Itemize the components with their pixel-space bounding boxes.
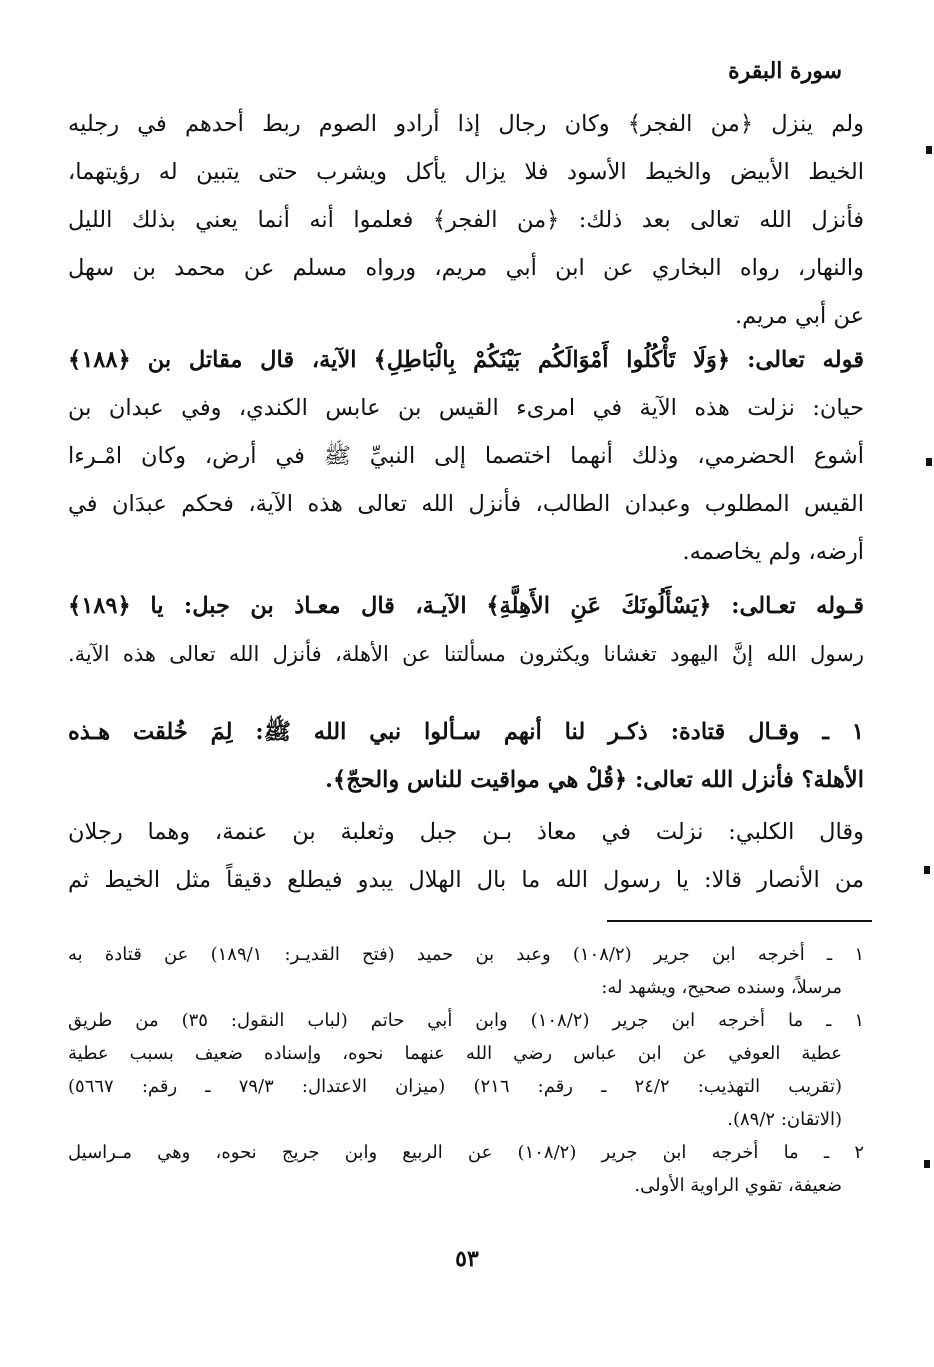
- section-189: [68, 582, 864, 678]
- text-line: عن أبي مريم.: [735, 303, 864, 329]
- text-line: حيان: نزلت هذه الآية في امرىء القيس بن عابس الكندي، وفي عبدان بن: [68, 395, 864, 421]
- verse-rest: الآية، قال مقاتل بن: [147, 347, 357, 373]
- text-line: من الأنصار قالا: يا رسول الله ما بال الهلال يبدو فيطلع دقيقاً مثل الخيط ثم: [68, 867, 864, 893]
- text-line: الأهلة؟ فأنزل الله تعالى: ﴿قُلْ هي مواقيت للناس والحجّ﴾.: [325, 767, 864, 793]
- verse-intro: قـوله تعـالى:: [731, 593, 865, 619]
- footnote-line: ضعيفة، تقوي الراوية الأولى.: [634, 1175, 842, 1196]
- verse-heading-line: [68, 582, 864, 630]
- footnote-line: عطية العوفي عن ابن عباس رضي الله عنهما نحوه، وإسناده ضعيف بسبب عطية: [68, 1043, 842, 1064]
- verse-number: ﴿١٨٩﴾: [68, 593, 131, 619]
- text-line: رسول الله إنَّ اليهود تغشانا ويكثرون مسألتنا عن الأهلة، فأنزل الله تعالى هذه الآية.: [68, 642, 864, 666]
- quran-verse: ﴿وَلَا تَأْكُلُوا أَمْوَالَكُم بَيْنَكُمْ بِالْبَاطِلِ﴾: [373, 347, 730, 373]
- margin-mark: [924, 866, 930, 874]
- footnote-line: ١ ـ ما أخرجه ابن جرير (١٠٨/٢) وابن أبي حاتم (لباب النقول: ٣٥) من طريق: [68, 1010, 864, 1031]
- verse-heading-line: [68, 336, 864, 384]
- footnote-separator: [607, 920, 872, 922]
- footnote-line: ٢ ـ ما أخرجه ابن جرير (١٠٨/٢) عن الربيع وابن جريج نحوه، وهي مـراسيل: [68, 1142, 864, 1163]
- margin-mark: [926, 458, 932, 466]
- surah-header: سورة البقرة: [728, 58, 842, 84]
- margin-mark: [924, 1160, 930, 1168]
- text-line: ١ ـ وقـال قتادة: ذكـر لنا أنهم سـألوا نبي الله ﷺ: لِمَ خُلقت هـذه: [68, 719, 864, 745]
- footnote-line: (تقريب التهذيب: ٢٤/٢ ـ رقم: ٢١٦) (ميزان الاعتدال: ٧٩/٣ ـ رقم: ٥٦٦٧): [68, 1076, 843, 1097]
- margin-mark: [926, 146, 932, 154]
- footnote-line: ١ ـ أخرجه ابن جرير (١٠٨/٢) وعبد بن حميد (فتح القديـر: ١٨٩/١) عن قتادة به: [68, 944, 864, 965]
- paragraph-fajr: [68, 100, 864, 340]
- quran-verse: ﴿يَسْأَلُونَكَ عَنِ الأَهِلَّةِ﴾: [486, 593, 712, 619]
- footnote-line: (الاتقان: ٨٩/٢).: [727, 1109, 842, 1130]
- text-line: القيس المطلوب وعبدان الطالب، فأنزل الله تعالى هذه الآية، فحكم عبدَان في: [68, 491, 864, 517]
- verse-rest: الآيـة، قال معـاذ بن جبل: يا: [150, 593, 467, 619]
- text-line: ولم ينزل ﴿من الفجر﴾ وكان رجال إذا أرادو الصوم ربط أحدهم في رجليه: [68, 111, 864, 137]
- footnote-line: مرسلاً، وسنده صحيح، ويشهد له:: [601, 977, 842, 998]
- text-line: الخيط الأبيض والخيط الأسود فلا يزال يأكل ويشرب حتى يتبين له رؤيتهما،: [68, 159, 864, 185]
- verse-number: ﴿١٨٨﴾: [68, 347, 131, 373]
- page-number: ٥٣: [455, 1246, 479, 1272]
- narration-qatada: [68, 708, 864, 804]
- verse-intro: قوله تعالى:: [747, 347, 864, 373]
- narration-kalbi: [68, 808, 864, 904]
- text-line: أشوع الحضرمي، وذلك أنهما اختصما إلى النبيِّ ﷺ في أرض، وكان امْـرءا: [68, 443, 864, 469]
- text-line: وقال الكلبي: نزلت في معاذ بـن جبل وثعلبة بن عنمة، وهما رجلان: [68, 819, 864, 845]
- footnotes: [68, 938, 864, 1202]
- section-188: [68, 336, 864, 576]
- text-line: والنهار، رواه البخاري عن ابن أبي مريم، ورواه مسلم عن محمد بن سهل: [68, 255, 864, 281]
- text-line: أرضه، ولم يخاصمه.: [682, 539, 864, 565]
- text-line: فأنزل الله تعالى بعد ذلك: ﴿من الفجر﴾ فعلموا أنه أنما يعني بذلك الليل: [68, 207, 864, 233]
